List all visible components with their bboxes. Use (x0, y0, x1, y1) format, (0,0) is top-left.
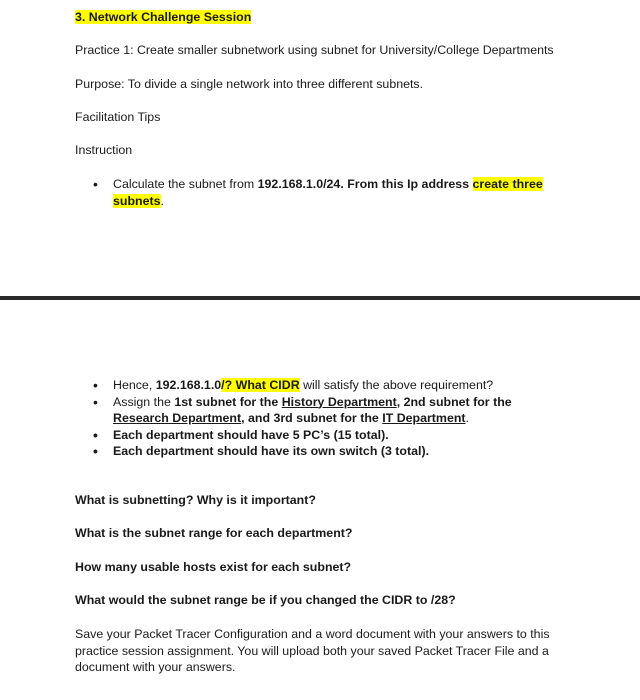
practice-title: Practice 1: Create smaller subnetwork using subnet for University/College Departments (75, 43, 554, 57)
question-4: What would the subnet range be if you changed the CIDR to /28? (75, 593, 456, 607)
instruction-label: Instruction (75, 143, 133, 157)
instruction-list (93, 176, 543, 209)
list-item: • Assign the 1st subnet for the History Department, 2nd subnet for the Research Department, and 3rd subnet for the IT Department. (93, 394, 512, 427)
list-item: • Calculate the subnet from 192.168.1.0/24. From this Ip address create three subnets. (93, 176, 543, 209)
facilitation-tips: Facilitation Tips (75, 110, 161, 124)
question-1: What is subnetting? Why is it important? (75, 493, 316, 507)
requirements-list (93, 377, 512, 460)
section-heading: 3. Network Challenge Session (75, 10, 252, 24)
purpose-text: Purpose: To divide a single network into three different subnets. (75, 77, 424, 91)
list-item: • Each department should have its own switch (3 total). (93, 443, 512, 460)
question-2: What is the subnet range for each department? (75, 526, 353, 540)
page-divider (0, 296, 640, 300)
list-item: • Each department should have 5 PC’s (15 total). (93, 427, 512, 444)
question-3: How many usable hosts exist for each subnet? (75, 560, 352, 574)
list-item: • Hence, 192.168.1.0/? What CIDR will satisfy the above requirement? (93, 377, 512, 394)
closing-paragraph: Save your Packet Tracer Configuration and a word document with your answers to this practice session assignment. You will upload both your saved Packet Tracer File and a document with your answers. (75, 627, 550, 674)
